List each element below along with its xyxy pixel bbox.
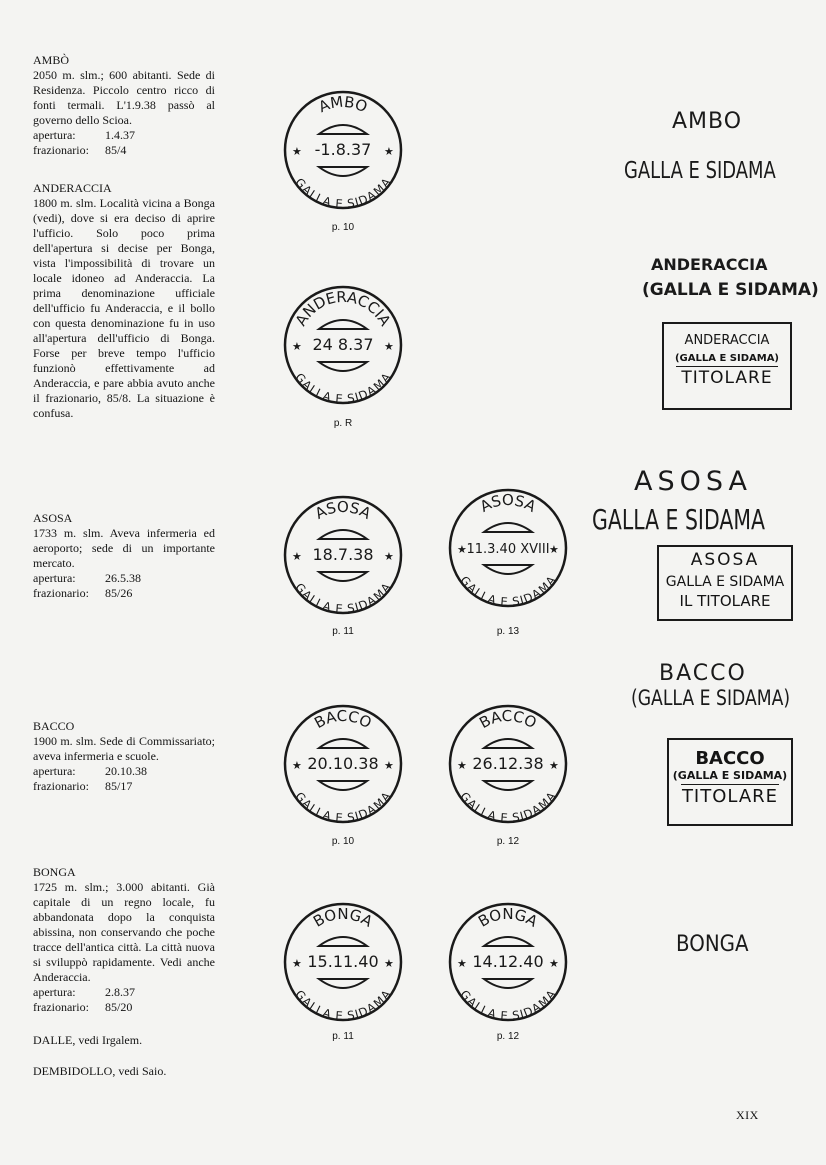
star-icon: ★ [384, 760, 394, 772]
postmark-caption: p. 12 [496, 1031, 520, 1042]
postmark-lower-segment [484, 979, 532, 988]
star-icon: ★ [549, 544, 559, 556]
postmark-office-name: BACCO [476, 706, 540, 733]
postmark-region: GALLA E SIDAMA [457, 987, 559, 1023]
entry-body: 1800 m. slm. Località vicina a Bonga (vedi), dove si era deciso di aprire l'ufficio. Solo poco prima dell'apertura si decise per Bonga, vista l'impossibilità di trovare un locale idoneo ad Anderaccia. La prima denominazione ufficiale dell'ufficio fu Anderaccia, e il bollo con questa denominazione fu in uso all'apertura dell'ufficio di Bonga. Forse per breve tempo l'ufficio funzionò effettivamente ad Anderaccia, e pare abbia avuto anche il frazionario, 85/8. La situazione è confusa. [33, 196, 215, 420]
star-icon: ★ [457, 760, 467, 772]
apertura-label: apertura: [33, 764, 76, 778]
postmark-office-name: BONGA [475, 904, 541, 931]
entry-anderaccia [33, 181, 215, 421]
box-line: GALLA E SIDAMA [665, 573, 785, 590]
entry-body: 1725 m. slm.; 3.000 abitanti. Già capitale di un regno locale, fu abbandonata dopo la conquista abissina, non conservando che poche tracce dell'antica città. La città nuova si sviluppò rapidamente. Vedi anche Anderaccia. [33, 880, 215, 984]
star-icon: ★ [549, 958, 559, 970]
star-icon: ★ [384, 341, 394, 353]
postmark-office-name: AMBO [315, 92, 370, 117]
frazionario-label: frazionario: [33, 586, 89, 600]
postmark-upper-segment [484, 739, 532, 748]
star-icon: ★ [292, 551, 302, 563]
box-line: IL TITOLARE [679, 591, 771, 610]
entry-asosa [33, 511, 215, 601]
page-number: XIX [736, 1108, 759, 1122]
apertura-label: apertura: [33, 985, 76, 999]
postmark-asosa [281, 493, 405, 617]
star-icon: ★ [457, 544, 467, 556]
apertura-value: 20.10.38 [105, 764, 147, 778]
star-icon: ★ [384, 551, 394, 563]
entry-body: 1733 m. slm. Aveva infermeria ed aeroporto; sede di un importante mercato. [33, 526, 215, 570]
star-icon: ★ [384, 146, 394, 158]
entry-title: BONGA [33, 865, 76, 879]
postmark-upper-segment [484, 523, 532, 532]
box-divider [681, 784, 779, 785]
bacco-boxed-mark [667, 738, 793, 826]
postmark-date: -1.8.37 [314, 140, 372, 159]
postmark-lower-segment [319, 362, 367, 371]
frazionario-value: 85/4 [105, 143, 127, 157]
postmark-upper-segment [319, 739, 367, 748]
cross-reference-dalle: DALLE, vedi Irgalem. [33, 1033, 143, 1047]
postmark-office-name: ASOSA [312, 497, 374, 523]
box-line: TITOLARE [681, 368, 773, 389]
asosa-mark-line2: GALLA E SIDAMA [592, 503, 765, 536]
postmark-ambo [281, 88, 405, 212]
entry-title: AMBÒ [33, 53, 70, 67]
box-line: ASOSA [690, 550, 760, 570]
frazionario-label: frazionario: [33, 143, 89, 157]
apertura-value: 1.4.37 [105, 128, 135, 142]
apertura-value: 26.5.38 [105, 571, 141, 585]
star-icon: ★ [292, 146, 302, 158]
frazionario-value: 85/20 [105, 1000, 133, 1014]
postmark-region: GALLA E SIDAMA [292, 987, 394, 1023]
box-line: ANDERACCIA [684, 333, 770, 348]
star-icon: ★ [292, 958, 302, 970]
ambo-mark-line1: AMBO [672, 109, 743, 134]
apertura-label: apertura: [33, 571, 76, 585]
box-line: BACCO [695, 748, 765, 769]
postmark-upper-segment [319, 530, 367, 539]
postmark-bacco [446, 702, 570, 826]
cross-reference-dembidollo: DEMBIDOLLO, vedi Saio. [33, 1064, 167, 1078]
apertura-value: 2.8.37 [105, 985, 135, 999]
postmark-caption: p. 13 [496, 626, 520, 637]
star-icon: ★ [292, 341, 302, 353]
postmark-upper-segment [319, 937, 367, 946]
frazionario-value: 85/26 [105, 586, 133, 600]
postmark-bonga [281, 900, 405, 1024]
postmark-lower-segment [484, 781, 532, 790]
postmark-date: 11.3.40 XVIII [466, 542, 550, 557]
frazionario-label: frazionario: [33, 779, 89, 793]
postmark-asosa [446, 486, 570, 610]
postmark-caption: p. 10 [331, 222, 355, 233]
postmark-caption: p. R [333, 418, 353, 429]
bacco-mark-line2: (GALLA E SIDAMA) [631, 686, 791, 710]
anderaccia-mark-line1: ANDERACCIA [651, 255, 768, 274]
postmark-lower-segment [319, 781, 367, 790]
anderaccia-boxed-mark [662, 322, 792, 410]
postmark-date: 26.12.38 [472, 754, 544, 773]
postmark-date: 24 8.37 [312, 335, 374, 354]
postmark-caption: p. 11 [332, 1031, 354, 1042]
entry-title: BACCO [33, 719, 75, 733]
postmark-upper-segment [484, 937, 532, 946]
frazionario-value: 85/17 [105, 779, 133, 793]
postmark-date: 18.7.38 [312, 545, 374, 564]
postmark-office-name: BACCO [311, 706, 375, 733]
entry-title: ASOSA [33, 511, 73, 525]
postmark-office-name: BONGA [310, 904, 376, 931]
asosa-mark-line1: ASOSA [634, 466, 752, 497]
postmark-caption: p. 10 [331, 836, 355, 847]
anderaccia-mark-line2: (GALLA E SIDAMA) [642, 280, 819, 300]
apertura-label: apertura: [33, 128, 76, 142]
postmark-date: 14.12.40 [472, 952, 544, 971]
box-line: TITOLARE [681, 786, 779, 808]
postmark-date: 20.10.38 [307, 754, 379, 773]
star-icon: ★ [384, 958, 394, 970]
postmark-upper-segment [319, 320, 367, 329]
bonga-mark-line1: BONGA [676, 932, 749, 957]
postmark-region: GALLA E SIDAMA [292, 789, 394, 825]
postmark-lower-segment [319, 979, 367, 988]
entry-title: ANDERACCIA [33, 181, 112, 195]
entry-body: 2050 m. slm.; 600 abitanti. Sede di Residenza. Piccolo centro ricco di fonti termali. L'1.9.38 passò al governo dello Scioa. [33, 68, 215, 127]
postmark-caption: p. 12 [496, 836, 520, 847]
postmark-office-name: ANDERACCIA [291, 287, 395, 330]
postmark-region: GALLA E SIDAMA [292, 175, 394, 211]
postmark-region: GALLA E SIDAMA [457, 789, 559, 825]
frazionario-label: frazionario: [33, 1000, 89, 1014]
postmark-upper-segment [319, 125, 367, 134]
postmark-region: GALLA E SIDAMA [457, 573, 559, 609]
box-divider [676, 366, 778, 367]
star-icon: ★ [292, 760, 302, 772]
postmark-lower-segment [319, 572, 367, 581]
star-icon: ★ [457, 958, 467, 970]
bacco-mark-line1: BACCO [659, 661, 747, 686]
postmark-region: GALLA E SIDAMA [292, 370, 394, 406]
entry-body: 1900 m. slm. Sede di Commissariato; aveva infermeria e scuole. [33, 734, 215, 763]
star-icon: ★ [549, 760, 559, 772]
postmark-caption: p. 11 [332, 626, 354, 637]
entry-bonga [33, 865, 215, 1015]
postmark-region: GALLA E SIDAMA [292, 580, 394, 616]
entry-ambo [33, 53, 215, 158]
postmark-office-name: ASOSA [477, 490, 539, 516]
postmark-lower-segment [484, 565, 532, 574]
box-line: (GALLA E SIDAMA) [672, 768, 788, 782]
postmark-anderaccia [281, 283, 405, 407]
postmark-date: 15.11.40 [307, 952, 379, 971]
postmark-bacco [281, 702, 405, 826]
box-line: (GALLA E SIDAMA) [674, 352, 780, 364]
entry-bacco [33, 719, 215, 794]
postmark-bonga [446, 900, 570, 1024]
ambo-mark-line2: GALLA E SIDAMA [624, 158, 776, 184]
asosa-boxed-mark [657, 545, 793, 621]
postmark-lower-segment [319, 167, 367, 176]
